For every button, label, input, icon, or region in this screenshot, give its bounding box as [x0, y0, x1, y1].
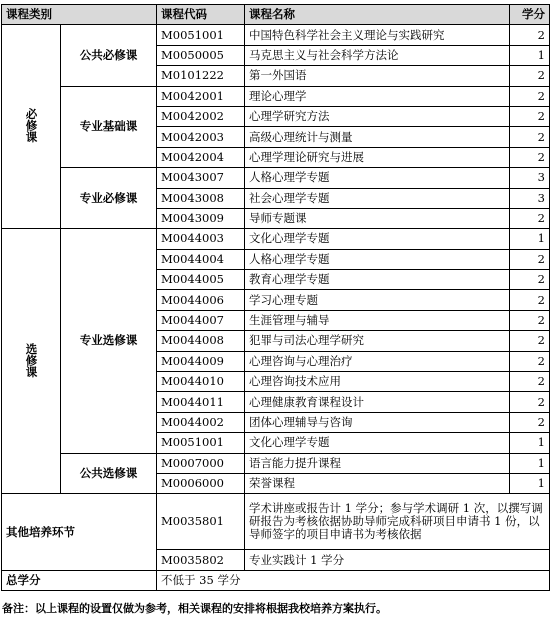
course-name: 文化心理学专题 — [245, 433, 510, 453]
course-name: 高级心理统计与测量 — [245, 127, 510, 147]
course-code: M0044009 — [157, 351, 245, 371]
course-credit: 2 — [510, 290, 550, 310]
course-code: M0042003 — [157, 127, 245, 147]
table-row — [2, 25, 550, 45]
course-credit: 1 — [510, 229, 550, 249]
course-credit: 2 — [510, 127, 550, 147]
course-code: M0042002 — [157, 106, 245, 126]
course-credit: 2 — [510, 249, 550, 269]
subgroup-major-elective: 专业选修课 — [61, 229, 157, 453]
total-value: 不低于 35 学分 — [157, 570, 550, 590]
course-code: M0044006 — [157, 290, 245, 310]
table-header-row — [2, 5, 550, 25]
course-code: M0035801 — [157, 494, 245, 550]
course-name: 导师专题课 — [245, 208, 510, 228]
course-credit: 1 — [510, 433, 550, 453]
course-code: M0050005 — [157, 45, 245, 65]
footnote: 备注：以上课程的设置仅做为参考，相关课程的安排将根据我校培养方案执行。 — [2, 602, 387, 615]
course-name: 人格心理学专题 — [245, 168, 510, 188]
course-code: M0043008 — [157, 188, 245, 208]
course-code: M0051001 — [157, 25, 245, 45]
course-credit: 1 — [510, 453, 550, 473]
course-name: 马克思主义与社会科学方法论 — [245, 45, 510, 65]
group-elective — [2, 229, 61, 494]
course-name: 心理咨询与心理治疗 — [245, 351, 510, 371]
table-row — [2, 494, 550, 550]
course-name: 心理健康教育课程设计 — [245, 392, 510, 412]
course-credit: 2 — [510, 106, 550, 126]
course-credit: 2 — [510, 331, 550, 351]
course-name: 心理咨询技术应用 — [245, 372, 510, 392]
curriculum-table — [1, 4, 550, 591]
subgroup-public-elective: 公共选修课 — [61, 453, 157, 494]
elective-label: 选修课 — [24, 342, 39, 378]
course-code: M0007000 — [157, 453, 245, 473]
course-code: M0044002 — [157, 412, 245, 432]
course-credit: 2 — [510, 270, 550, 290]
course-name: 荣誉课程 — [245, 473, 510, 493]
course-code: M0044007 — [157, 310, 245, 330]
course-name: 犯罪与司法心理学研究 — [245, 331, 510, 351]
course-name: 文化心理学专题 — [245, 229, 510, 249]
required-label: 必修课 — [24, 108, 39, 143]
header-credit: 学分 — [510, 5, 550, 25]
course-name: 社会心理学专题 — [245, 188, 510, 208]
course-name: 语言能力提升课程 — [245, 453, 510, 473]
course-credit: 2 — [510, 310, 550, 330]
course-credit: 1 — [510, 45, 550, 65]
course-name: 第一外国语 — [245, 66, 510, 86]
course-code: M0006000 — [157, 473, 245, 493]
course-name: 心理学研究方法 — [245, 106, 510, 126]
course-code: M0035802 — [157, 550, 245, 570]
course-credit: 2 — [510, 86, 550, 106]
course-name: 团体心理辅导与咨询 — [245, 412, 510, 432]
course-code: M0051001 — [157, 433, 245, 453]
table-row — [2, 453, 550, 473]
header-code: 课程代码 — [157, 5, 245, 25]
course-code: M0042001 — [157, 86, 245, 106]
subgroup-public-required: 公共必修课 — [61, 25, 157, 86]
course-credit: 2 — [510, 412, 550, 432]
course-credit: 2 — [510, 208, 550, 228]
course-credit: 2 — [510, 372, 550, 392]
table-row — [2, 168, 550, 188]
course-code: M0044005 — [157, 270, 245, 290]
course-description: 学术讲座或报告计 1 学分；参与学术调研 1 次，以撰写调研报告为考核依据协助导师完成科研项目申请书 1 份，以导师签字的项目申请书为考核依据 — [245, 494, 550, 550]
course-code: M0043009 — [157, 208, 245, 228]
course-credit: 3 — [510, 168, 550, 188]
subgroup-major-basic: 专业基础课 — [61, 86, 157, 168]
course-code: M0101222 — [157, 66, 245, 86]
course-credit: 2 — [510, 351, 550, 371]
course-name: 理论心理学 — [245, 86, 510, 106]
total-row — [2, 570, 550, 590]
course-code: M0043007 — [157, 168, 245, 188]
course-credit: 2 — [510, 147, 550, 167]
course-name: 中国特色科学社会主义理论与实践研究 — [245, 25, 510, 45]
course-code: M0044003 — [157, 229, 245, 249]
course-name: 教育心理学专题 — [245, 270, 510, 290]
group-other-training: 其他培养环节 — [2, 494, 157, 570]
table-row — [2, 86, 550, 106]
course-description: 专业实践计 1 学分 — [245, 550, 550, 570]
course-code: M0044008 — [157, 331, 245, 351]
course-credit: 2 — [510, 392, 550, 412]
course-code: M0044004 — [157, 249, 245, 269]
course-name: 心理学理论研究与进展 — [245, 147, 510, 167]
header-name: 课程名称 — [245, 5, 510, 25]
group-required — [2, 25, 61, 229]
subgroup-major-required: 专业必修课 — [61, 168, 157, 229]
course-name: 人格心理学专题 — [245, 249, 510, 269]
course-code: M0044011 — [157, 392, 245, 412]
course-credit: 2 — [510, 25, 550, 45]
course-name: 生涯管理与辅导 — [245, 310, 510, 330]
course-name: 学习心理专题 — [245, 290, 510, 310]
course-code: M0044010 — [157, 372, 245, 392]
course-credit: 2 — [510, 66, 550, 86]
course-credit: 3 — [510, 188, 550, 208]
course-credit: 1 — [510, 473, 550, 493]
header-category: 课程类别 — [2, 5, 157, 25]
table-row — [2, 229, 550, 249]
course-code: M0042004 — [157, 147, 245, 167]
total-label: 总学分 — [2, 570, 157, 590]
